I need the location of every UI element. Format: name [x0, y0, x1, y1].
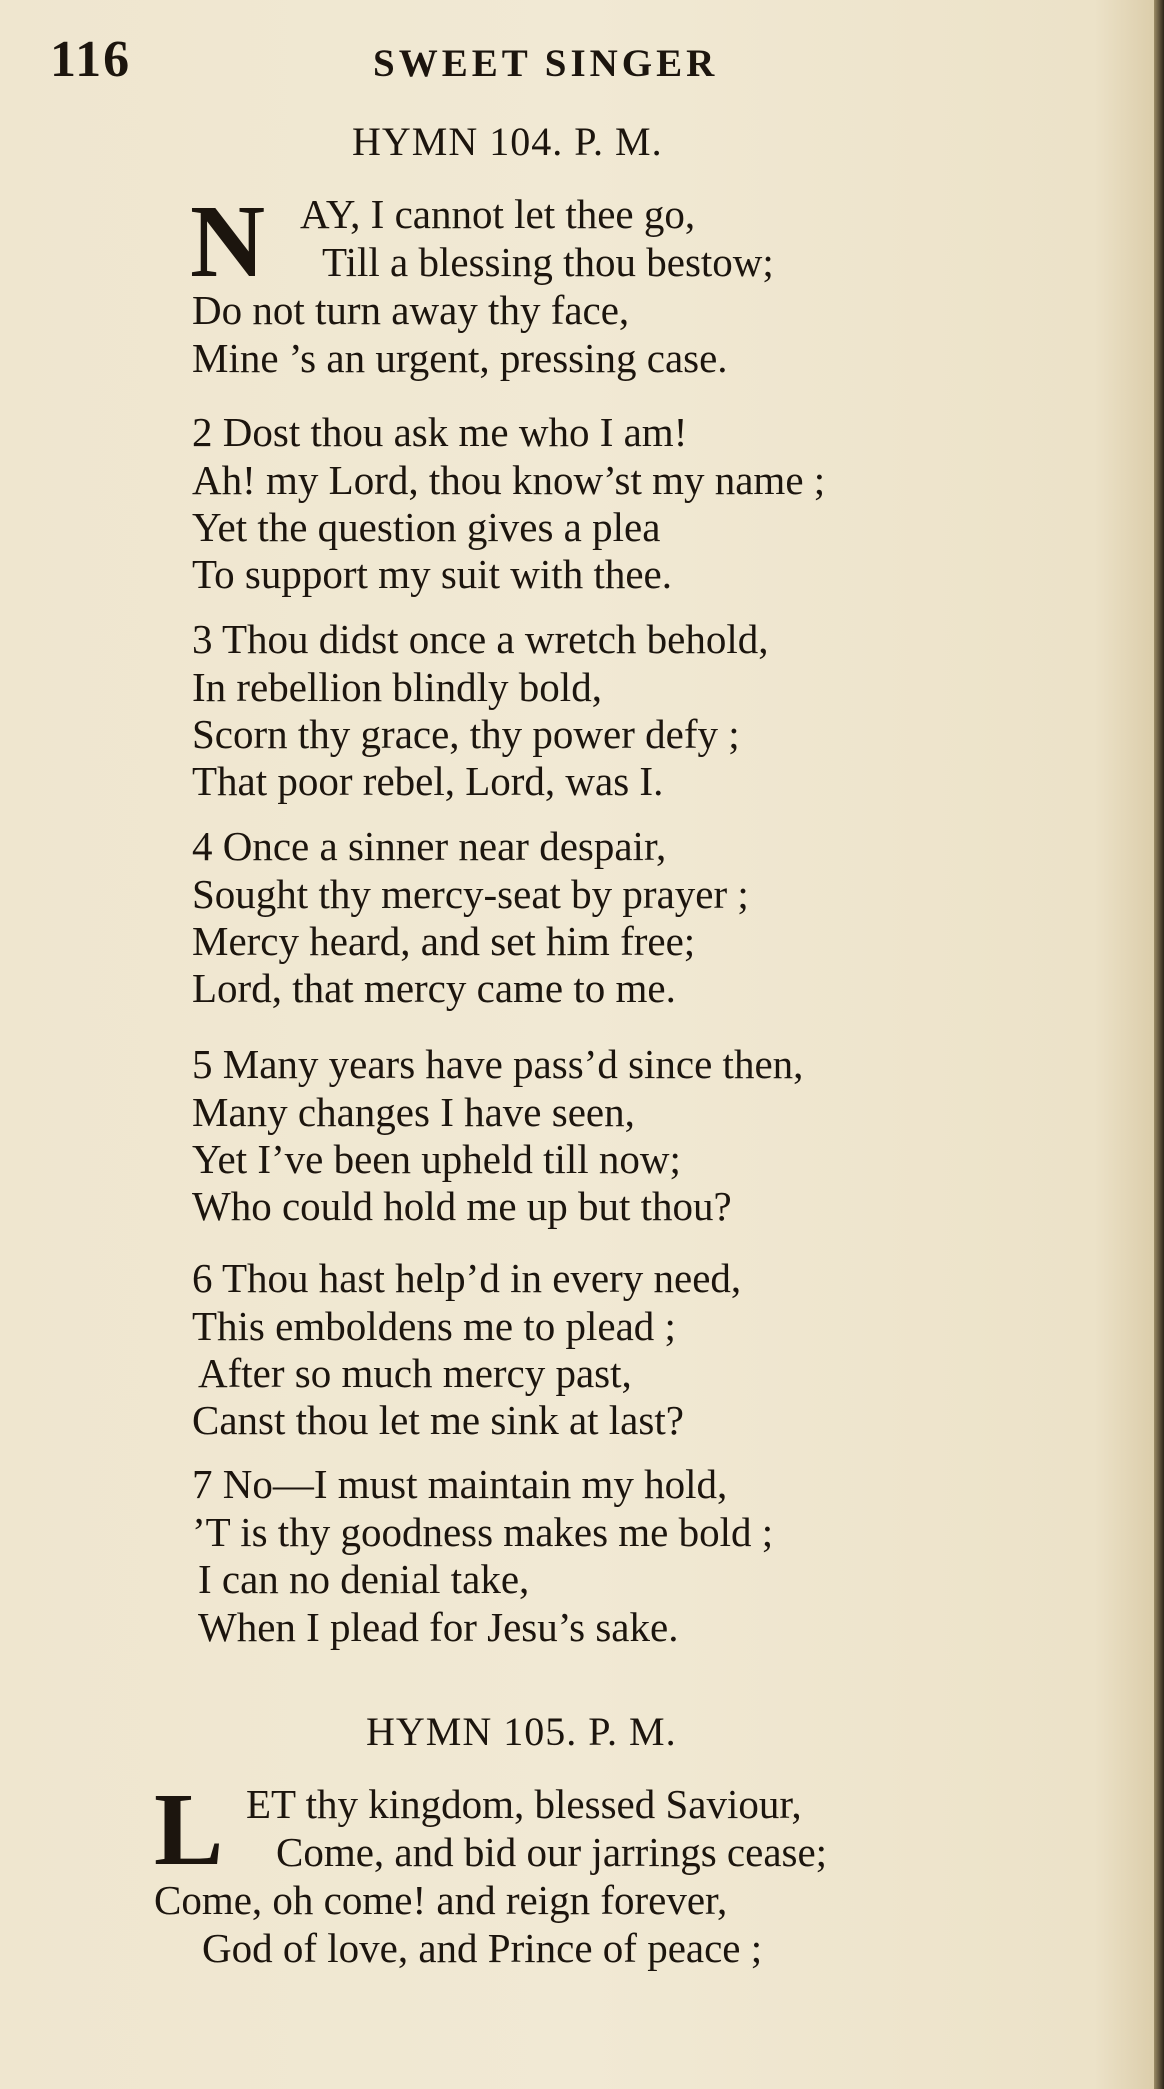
verse-line: Mine ’s an urgent, pressing case.: [192, 335, 728, 381]
page-edge-shadow: [1154, 0, 1164, 2089]
verse-line: That poor rebel, Lord, was I.: [192, 758, 664, 804]
verse-line: Ah! my Lord, thou know’st my name ;: [192, 457, 826, 503]
verse-line: 7 No—I must maintain my hold,: [192, 1461, 728, 1507]
hymn-105-title: HYMN 105. P. M.: [366, 1709, 677, 1754]
verse-line: I can no denial take,: [198, 1556, 530, 1602]
verse-line: Canst thou let me sink at last?: [192, 1397, 684, 1443]
verse-line: Lord, that mercy came to me.: [192, 965, 676, 1011]
verse-line: This emboldens me to plead ;: [192, 1303, 676, 1349]
verse-line: Come, oh come! and reign forever,: [154, 1877, 728, 1923]
verse-line: 3 Thou didst once a wretch behold,: [192, 616, 769, 662]
page-number: 116: [50, 31, 132, 88]
verse-line: 5 Many years have pass’d since then,: [192, 1041, 804, 1087]
verse-line: Many changes I have seen,: [192, 1089, 635, 1135]
verse-line: Yet I’ve been upheld till now;: [192, 1136, 681, 1182]
verse-line: 6 Thou hast help’d in every need,: [192, 1255, 742, 1301]
verse-line: Do not turn away thy face,: [192, 287, 630, 333]
hymn-104-dropcap: N: [190, 184, 266, 299]
verse-line: Come, and bid our jarrings cease;: [276, 1829, 828, 1875]
verse-line: Sought thy mercy-seat by prayer ;: [192, 871, 749, 917]
verse-line: Yet the question gives a plea: [192, 504, 661, 550]
verse-line: Scorn thy grace, thy power defy ;: [192, 711, 740, 757]
verse-line: ’T is thy goodness makes me bold ;: [192, 1509, 774, 1555]
verse-line: Who could hold me up but thou?: [192, 1183, 732, 1229]
verse-line: 4 Once a sinner near despair,: [192, 823, 667, 869]
verse-line: When I plead for Jesu’s sake.: [198, 1604, 679, 1650]
verse-line: To support my suit with thee.: [192, 551, 672, 597]
running-head: SWEET SINGER: [373, 42, 719, 85]
verse-line: God of love, and Prince of peace ;: [202, 1925, 763, 1971]
verse-line: Till a blessing thou bestow;: [322, 239, 774, 285]
hymn-104-title: HYMN 104. P. M.: [352, 119, 663, 164]
verse-line: Mercy heard, and set him free;: [192, 918, 696, 964]
verse-line: In rebellion blindly bold,: [192, 664, 602, 710]
verse-line: After so much mercy past,: [198, 1350, 632, 1396]
verse-line: ET thy kingdom, blessed Saviour,: [246, 1781, 802, 1827]
hymn-105-dropcap: L: [154, 1772, 224, 1887]
verse-line: 2 Dost thou ask me who I am!: [192, 409, 688, 455]
page-header: [50, 30, 1090, 90]
verse-line: AY, I cannot let thee go,: [300, 191, 696, 237]
